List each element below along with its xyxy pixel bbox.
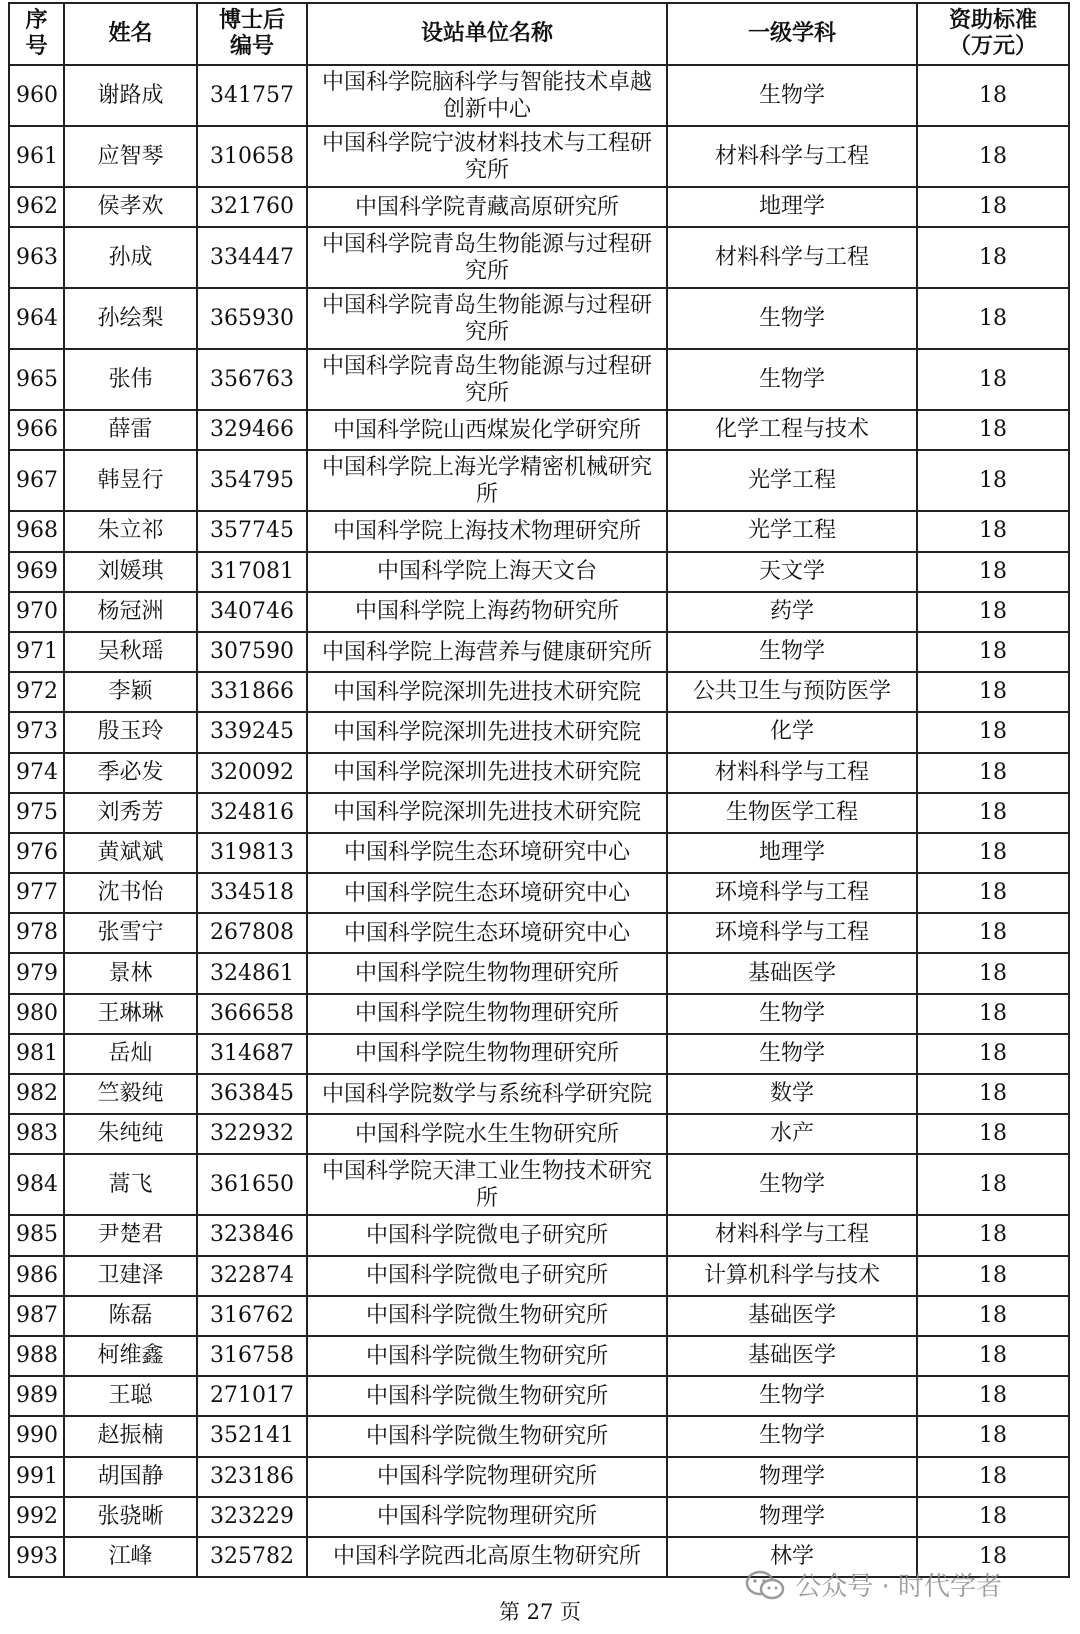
cell-name: 朱纯纯 — [64, 1114, 197, 1154]
cell-postdoc-id: 320092 — [197, 753, 307, 793]
cell-name: 景林 — [64, 953, 197, 993]
cell-unit-name: 中国科学院深圳先进技术研究院 — [307, 672, 667, 712]
cell-unit-name: 中国科学院生物物理研究所 — [307, 953, 667, 993]
cell-name: 王聪 — [64, 1376, 197, 1416]
cell-unit-name: 中国科学院微生物研究所 — [307, 1376, 667, 1416]
cell-unit-name: 中国科学院上海光学精密机械研究所 — [307, 450, 667, 511]
cell-index: 988 — [9, 1336, 64, 1376]
cell-name: 韩昱行 — [64, 450, 197, 511]
cell-index: 973 — [9, 712, 64, 752]
table-row — [9, 552, 1069, 592]
table-row — [9, 187, 1069, 227]
cell-funding: 18 — [917, 65, 1069, 126]
header-postdoc-id: 博士后 编号 — [197, 3, 307, 65]
cell-discipline: 生物学 — [667, 288, 917, 349]
cell-index: 961 — [9, 126, 64, 187]
cell-unit-name: 中国科学院上海营养与健康研究所 — [307, 632, 667, 672]
cell-unit-name: 中国科学院青藏高原研究所 — [307, 187, 667, 227]
cell-unit-name: 中国科学院上海药物研究所 — [307, 592, 667, 632]
cell-name: 殷玉玲 — [64, 712, 197, 752]
cell-postdoc-id: 363845 — [197, 1074, 307, 1114]
table-row — [9, 712, 1069, 752]
cell-discipline: 基础医学 — [667, 1296, 917, 1336]
cell-name: 黄斌斌 — [64, 833, 197, 873]
cell-index: 963 — [9, 227, 64, 288]
cell-name: 江峰 — [64, 1537, 197, 1577]
cell-unit-name: 中国科学院深圳先进技术研究院 — [307, 753, 667, 793]
cell-discipline: 材料科学与工程 — [667, 126, 917, 187]
page-number: 第 27 页 — [498, 1600, 582, 1624]
cell-name: 刘媛琪 — [64, 552, 197, 592]
cell-postdoc-id: 323846 — [197, 1215, 307, 1255]
cell-index: 981 — [9, 1034, 64, 1074]
cell-unit-name: 中国科学院生物物理研究所 — [307, 1034, 667, 1074]
cell-postdoc-id: 307590 — [197, 632, 307, 672]
cell-index: 972 — [9, 672, 64, 712]
cell-postdoc-id: 331866 — [197, 672, 307, 712]
cell-index: 987 — [9, 1296, 64, 1336]
cell-index: 977 — [9, 873, 64, 913]
table-row — [9, 953, 1069, 993]
cell-index: 978 — [9, 913, 64, 953]
cell-postdoc-id: 321760 — [197, 187, 307, 227]
cell-index: 962 — [9, 187, 64, 227]
cell-postdoc-id: 317081 — [197, 552, 307, 592]
cell-name: 尹楚君 — [64, 1215, 197, 1255]
cell-index: 989 — [9, 1376, 64, 1416]
cell-postdoc-id: 341757 — [197, 65, 307, 126]
cell-funding: 18 — [917, 511, 1069, 551]
table-header — [9, 3, 1069, 65]
cell-index: 974 — [9, 753, 64, 793]
cell-name: 侯孝欢 — [64, 187, 197, 227]
cell-name: 张骁晰 — [64, 1497, 197, 1537]
cell-unit-name: 中国科学院物理研究所 — [307, 1497, 667, 1537]
cell-name: 张雪宁 — [64, 913, 197, 953]
cell-discipline: 生物学 — [667, 1154, 917, 1215]
cell-postdoc-id: 329466 — [197, 410, 307, 450]
cell-unit-name: 中国科学院宁波材料技术与工程研究所 — [307, 126, 667, 187]
cell-name: 吴秋瑶 — [64, 632, 197, 672]
cell-discipline: 水产 — [667, 1114, 917, 1154]
cell-funding: 18 — [917, 126, 1069, 187]
cell-discipline: 药学 — [667, 592, 917, 632]
cell-discipline: 材料科学与工程 — [667, 753, 917, 793]
cell-name: 孙成 — [64, 227, 197, 288]
table-row — [9, 1296, 1069, 1336]
cell-funding: 18 — [917, 1376, 1069, 1416]
cell-funding: 18 — [917, 1215, 1069, 1255]
cell-discipline: 生物医学工程 — [667, 793, 917, 833]
cell-index: 969 — [9, 552, 64, 592]
cell-postdoc-id: 366658 — [197, 994, 307, 1034]
cell-unit-name: 中国科学院数学与系统科学研究院 — [307, 1074, 667, 1114]
cell-funding: 18 — [917, 1457, 1069, 1497]
cell-name: 胡国静 — [64, 1457, 197, 1497]
cell-index: 991 — [9, 1457, 64, 1497]
table-row — [9, 1457, 1069, 1497]
table-row — [9, 1114, 1069, 1154]
cell-discipline: 地理学 — [667, 833, 917, 873]
cell-name: 王琳琳 — [64, 994, 197, 1034]
cell-discipline: 材料科学与工程 — [667, 1215, 917, 1255]
cell-index: 968 — [9, 511, 64, 551]
table-row — [9, 592, 1069, 632]
cell-funding: 18 — [917, 632, 1069, 672]
cell-name: 竺毅纯 — [64, 1074, 197, 1114]
cell-postdoc-id: 316758 — [197, 1336, 307, 1376]
cell-funding: 18 — [917, 592, 1069, 632]
table-row — [9, 227, 1069, 288]
cell-postdoc-id: 314687 — [197, 1034, 307, 1074]
cell-funding: 18 — [917, 712, 1069, 752]
cell-postdoc-id: 323229 — [197, 1497, 307, 1537]
cell-index: 970 — [9, 592, 64, 632]
cell-name: 薛雷 — [64, 410, 197, 450]
table-row — [9, 1074, 1069, 1114]
cell-postdoc-id: 356763 — [197, 349, 307, 410]
cell-funding: 18 — [917, 410, 1069, 450]
cell-unit-name: 中国科学院脑科学与智能技术卓越创新中心 — [307, 65, 667, 126]
cell-discipline: 环境科学与工程 — [667, 913, 917, 953]
cell-index: 971 — [9, 632, 64, 672]
cell-postdoc-id: 324861 — [197, 953, 307, 993]
cell-unit-name: 中国科学院青岛生物能源与过程研究所 — [307, 288, 667, 349]
table-row — [9, 126, 1069, 187]
cell-unit-name: 中国科学院深圳先进技术研究院 — [307, 793, 667, 833]
cell-discipline: 生物学 — [667, 994, 917, 1034]
cell-funding: 18 — [917, 349, 1069, 410]
cell-postdoc-id: 316762 — [197, 1296, 307, 1336]
table-row — [9, 1215, 1069, 1255]
cell-unit-name: 中国科学院微生物研究所 — [307, 1296, 667, 1336]
cell-unit-name: 中国科学院山西煤炭化学研究所 — [307, 410, 667, 450]
table-row — [9, 65, 1069, 126]
header-discipline: 一级学科 — [667, 3, 917, 65]
cell-funding: 18 — [917, 1296, 1069, 1336]
cell-name: 卫建泽 — [64, 1256, 197, 1296]
table-body — [9, 65, 1069, 1577]
wechat-icon — [745, 1570, 785, 1600]
cell-index: 976 — [9, 833, 64, 873]
cell-funding: 18 — [917, 1416, 1069, 1456]
cell-funding: 18 — [917, 1074, 1069, 1114]
cell-index: 983 — [9, 1114, 64, 1154]
cell-name: 柯维鑫 — [64, 1336, 197, 1376]
table-row — [9, 288, 1069, 349]
cell-name: 孙绘梨 — [64, 288, 197, 349]
cell-discipline: 化学工程与技术 — [667, 410, 917, 450]
table-row — [9, 632, 1069, 672]
cell-name: 杨冠洲 — [64, 592, 197, 632]
cell-funding: 18 — [917, 227, 1069, 288]
cell-postdoc-id: 319813 — [197, 833, 307, 873]
cell-funding: 18 — [917, 913, 1069, 953]
table-row — [9, 994, 1069, 1034]
header-funding: 资助标准 （万元） — [917, 3, 1069, 65]
cell-funding: 18 — [917, 1497, 1069, 1537]
table-row — [9, 833, 1069, 873]
cell-unit-name: 中国科学院上海天文台 — [307, 552, 667, 592]
cell-postdoc-id: 334518 — [197, 873, 307, 913]
cell-discipline: 生物学 — [667, 65, 917, 126]
cell-postdoc-id: 322932 — [197, 1114, 307, 1154]
table-row — [9, 1154, 1069, 1215]
cell-discipline: 生物学 — [667, 1376, 917, 1416]
cell-funding: 18 — [917, 1537, 1069, 1577]
cell-unit-name: 中国科学院青岛生物能源与过程研究所 — [307, 227, 667, 288]
cell-discipline: 数学 — [667, 1074, 917, 1114]
cell-unit-name: 中国科学院生态环境研究中心 — [307, 833, 667, 873]
cell-index: 992 — [9, 1497, 64, 1537]
cell-discipline: 计算机科学与技术 — [667, 1256, 917, 1296]
cell-funding: 18 — [917, 1256, 1069, 1296]
cell-funding: 18 — [917, 187, 1069, 227]
table-row — [9, 753, 1069, 793]
cell-postdoc-id: 325782 — [197, 1537, 307, 1577]
cell-name: 李颖 — [64, 672, 197, 712]
header-name: 姓名 — [64, 3, 197, 65]
cell-funding: 18 — [917, 953, 1069, 993]
postdoc-funding-table — [8, 2, 1070, 1578]
table-row — [9, 1376, 1069, 1416]
cell-index: 993 — [9, 1537, 64, 1577]
cell-name: 赵振楠 — [64, 1416, 197, 1456]
cell-name: 张伟 — [64, 349, 197, 410]
cell-discipline: 公共卫生与预防医学 — [667, 672, 917, 712]
cell-unit-name: 中国科学院上海技术物理研究所 — [307, 511, 667, 551]
cell-unit-name: 中国科学院生态环境研究中心 — [307, 913, 667, 953]
cell-discipline: 基础医学 — [667, 1336, 917, 1376]
cell-discipline: 环境科学与工程 — [667, 873, 917, 913]
cell-postdoc-id: 310658 — [197, 126, 307, 187]
cell-discipline: 基础医学 — [667, 953, 917, 993]
table-row — [9, 873, 1069, 913]
cell-unit-name: 中国科学院天津工业生物技术研究所 — [307, 1154, 667, 1215]
cell-unit-name: 中国科学院青岛生物能源与过程研究所 — [307, 349, 667, 410]
cell-index: 966 — [9, 410, 64, 450]
header-row — [9, 3, 1069, 65]
table-row — [9, 1336, 1069, 1376]
table-row — [9, 511, 1069, 551]
cell-postdoc-id: 324816 — [197, 793, 307, 833]
cell-funding: 18 — [917, 833, 1069, 873]
postdoc-funding-table-container — [8, 2, 1068, 1578]
cell-discipline: 生物学 — [667, 1416, 917, 1456]
cell-unit-name: 中国科学院微生物研究所 — [307, 1416, 667, 1456]
cell-funding: 18 — [917, 1154, 1069, 1215]
watermark-text: 公众号 · 时代学者 — [795, 1572, 1002, 1602]
cell-name: 沈书怡 — [64, 873, 197, 913]
cell-postdoc-id: 361650 — [197, 1154, 307, 1215]
cell-postdoc-id: 267808 — [197, 913, 307, 953]
cell-funding: 18 — [917, 873, 1069, 913]
cell-unit-name: 中国科学院微电子研究所 — [307, 1215, 667, 1255]
header-index: 序号 — [9, 3, 64, 65]
cell-index: 984 — [9, 1154, 64, 1215]
cell-unit-name: 中国科学院生态环境研究中心 — [307, 873, 667, 913]
cell-unit-name: 中国科学院物理研究所 — [307, 1457, 667, 1497]
cell-discipline: 生物学 — [667, 349, 917, 410]
cell-funding: 18 — [917, 1336, 1069, 1376]
table-row — [9, 349, 1069, 410]
cell-discipline: 生物学 — [667, 1034, 917, 1074]
cell-funding: 18 — [917, 793, 1069, 833]
cell-discipline: 光学工程 — [667, 450, 917, 511]
cell-postdoc-id: 339245 — [197, 712, 307, 752]
table-row — [9, 1416, 1069, 1456]
cell-funding: 18 — [917, 1034, 1069, 1074]
cell-postdoc-id: 323186 — [197, 1457, 307, 1497]
table-row — [9, 450, 1069, 511]
table-row — [9, 1497, 1069, 1537]
cell-index: 986 — [9, 1256, 64, 1296]
cell-postdoc-id: 365930 — [197, 288, 307, 349]
cell-discipline: 光学工程 — [667, 511, 917, 551]
cell-unit-name: 中国科学院生物物理研究所 — [307, 994, 667, 1034]
header-unit-name: 设站单位名称 — [307, 3, 667, 65]
cell-name: 陈磊 — [64, 1296, 197, 1336]
table-row — [9, 410, 1069, 450]
cell-funding: 18 — [917, 994, 1069, 1034]
cell-discipline: 天文学 — [667, 552, 917, 592]
cell-index: 990 — [9, 1416, 64, 1456]
cell-funding: 18 — [917, 552, 1069, 592]
table-row — [9, 913, 1069, 953]
cell-postdoc-id: 322874 — [197, 1256, 307, 1296]
cell-index: 975 — [9, 793, 64, 833]
cell-name: 蒿飞 — [64, 1154, 197, 1215]
cell-discipline: 地理学 — [667, 187, 917, 227]
cell-index: 985 — [9, 1215, 64, 1255]
cell-name: 季必发 — [64, 753, 197, 793]
table-row — [9, 1034, 1069, 1074]
cell-index: 980 — [9, 994, 64, 1034]
cell-name: 刘秀芳 — [64, 793, 197, 833]
cell-postdoc-id: 354795 — [197, 450, 307, 511]
cell-index: 967 — [9, 450, 64, 511]
cell-unit-name: 中国科学院微生物研究所 — [307, 1336, 667, 1376]
cell-index: 965 — [9, 349, 64, 410]
cell-postdoc-id: 357745 — [197, 511, 307, 551]
cell-discipline: 材料科学与工程 — [667, 227, 917, 288]
table-row — [9, 793, 1069, 833]
cell-funding: 18 — [917, 753, 1069, 793]
cell-postdoc-id: 352141 — [197, 1416, 307, 1456]
cell-postdoc-id: 334447 — [197, 227, 307, 288]
cell-unit-name: 中国科学院深圳先进技术研究院 — [307, 712, 667, 752]
cell-funding: 18 — [917, 672, 1069, 712]
cell-index: 982 — [9, 1074, 64, 1114]
cell-discipline: 生物学 — [667, 632, 917, 672]
cell-postdoc-id: 340746 — [197, 592, 307, 632]
cell-name: 应智琴 — [64, 126, 197, 187]
table-row — [9, 1256, 1069, 1296]
cell-unit-name: 中国科学院西北高原生物研究所 — [307, 1537, 667, 1577]
cell-discipline: 化学 — [667, 712, 917, 752]
cell-funding: 18 — [917, 288, 1069, 349]
cell-funding: 18 — [917, 1114, 1069, 1154]
cell-discipline: 物理学 — [667, 1497, 917, 1537]
cell-discipline: 林学 — [667, 1537, 917, 1577]
cell-index: 979 — [9, 953, 64, 993]
table-row — [9, 672, 1069, 712]
cell-index: 964 — [9, 288, 64, 349]
cell-unit-name: 中国科学院微电子研究所 — [307, 1256, 667, 1296]
cell-name: 朱立祁 — [64, 511, 197, 551]
cell-name: 谢路成 — [64, 65, 197, 126]
cell-index: 960 — [9, 65, 64, 126]
cell-name: 岳灿 — [64, 1034, 197, 1074]
cell-discipline: 物理学 — [667, 1457, 917, 1497]
cell-unit-name: 中国科学院水生生物研究所 — [307, 1114, 667, 1154]
cell-postdoc-id: 271017 — [197, 1376, 307, 1416]
cell-funding: 18 — [917, 450, 1069, 511]
